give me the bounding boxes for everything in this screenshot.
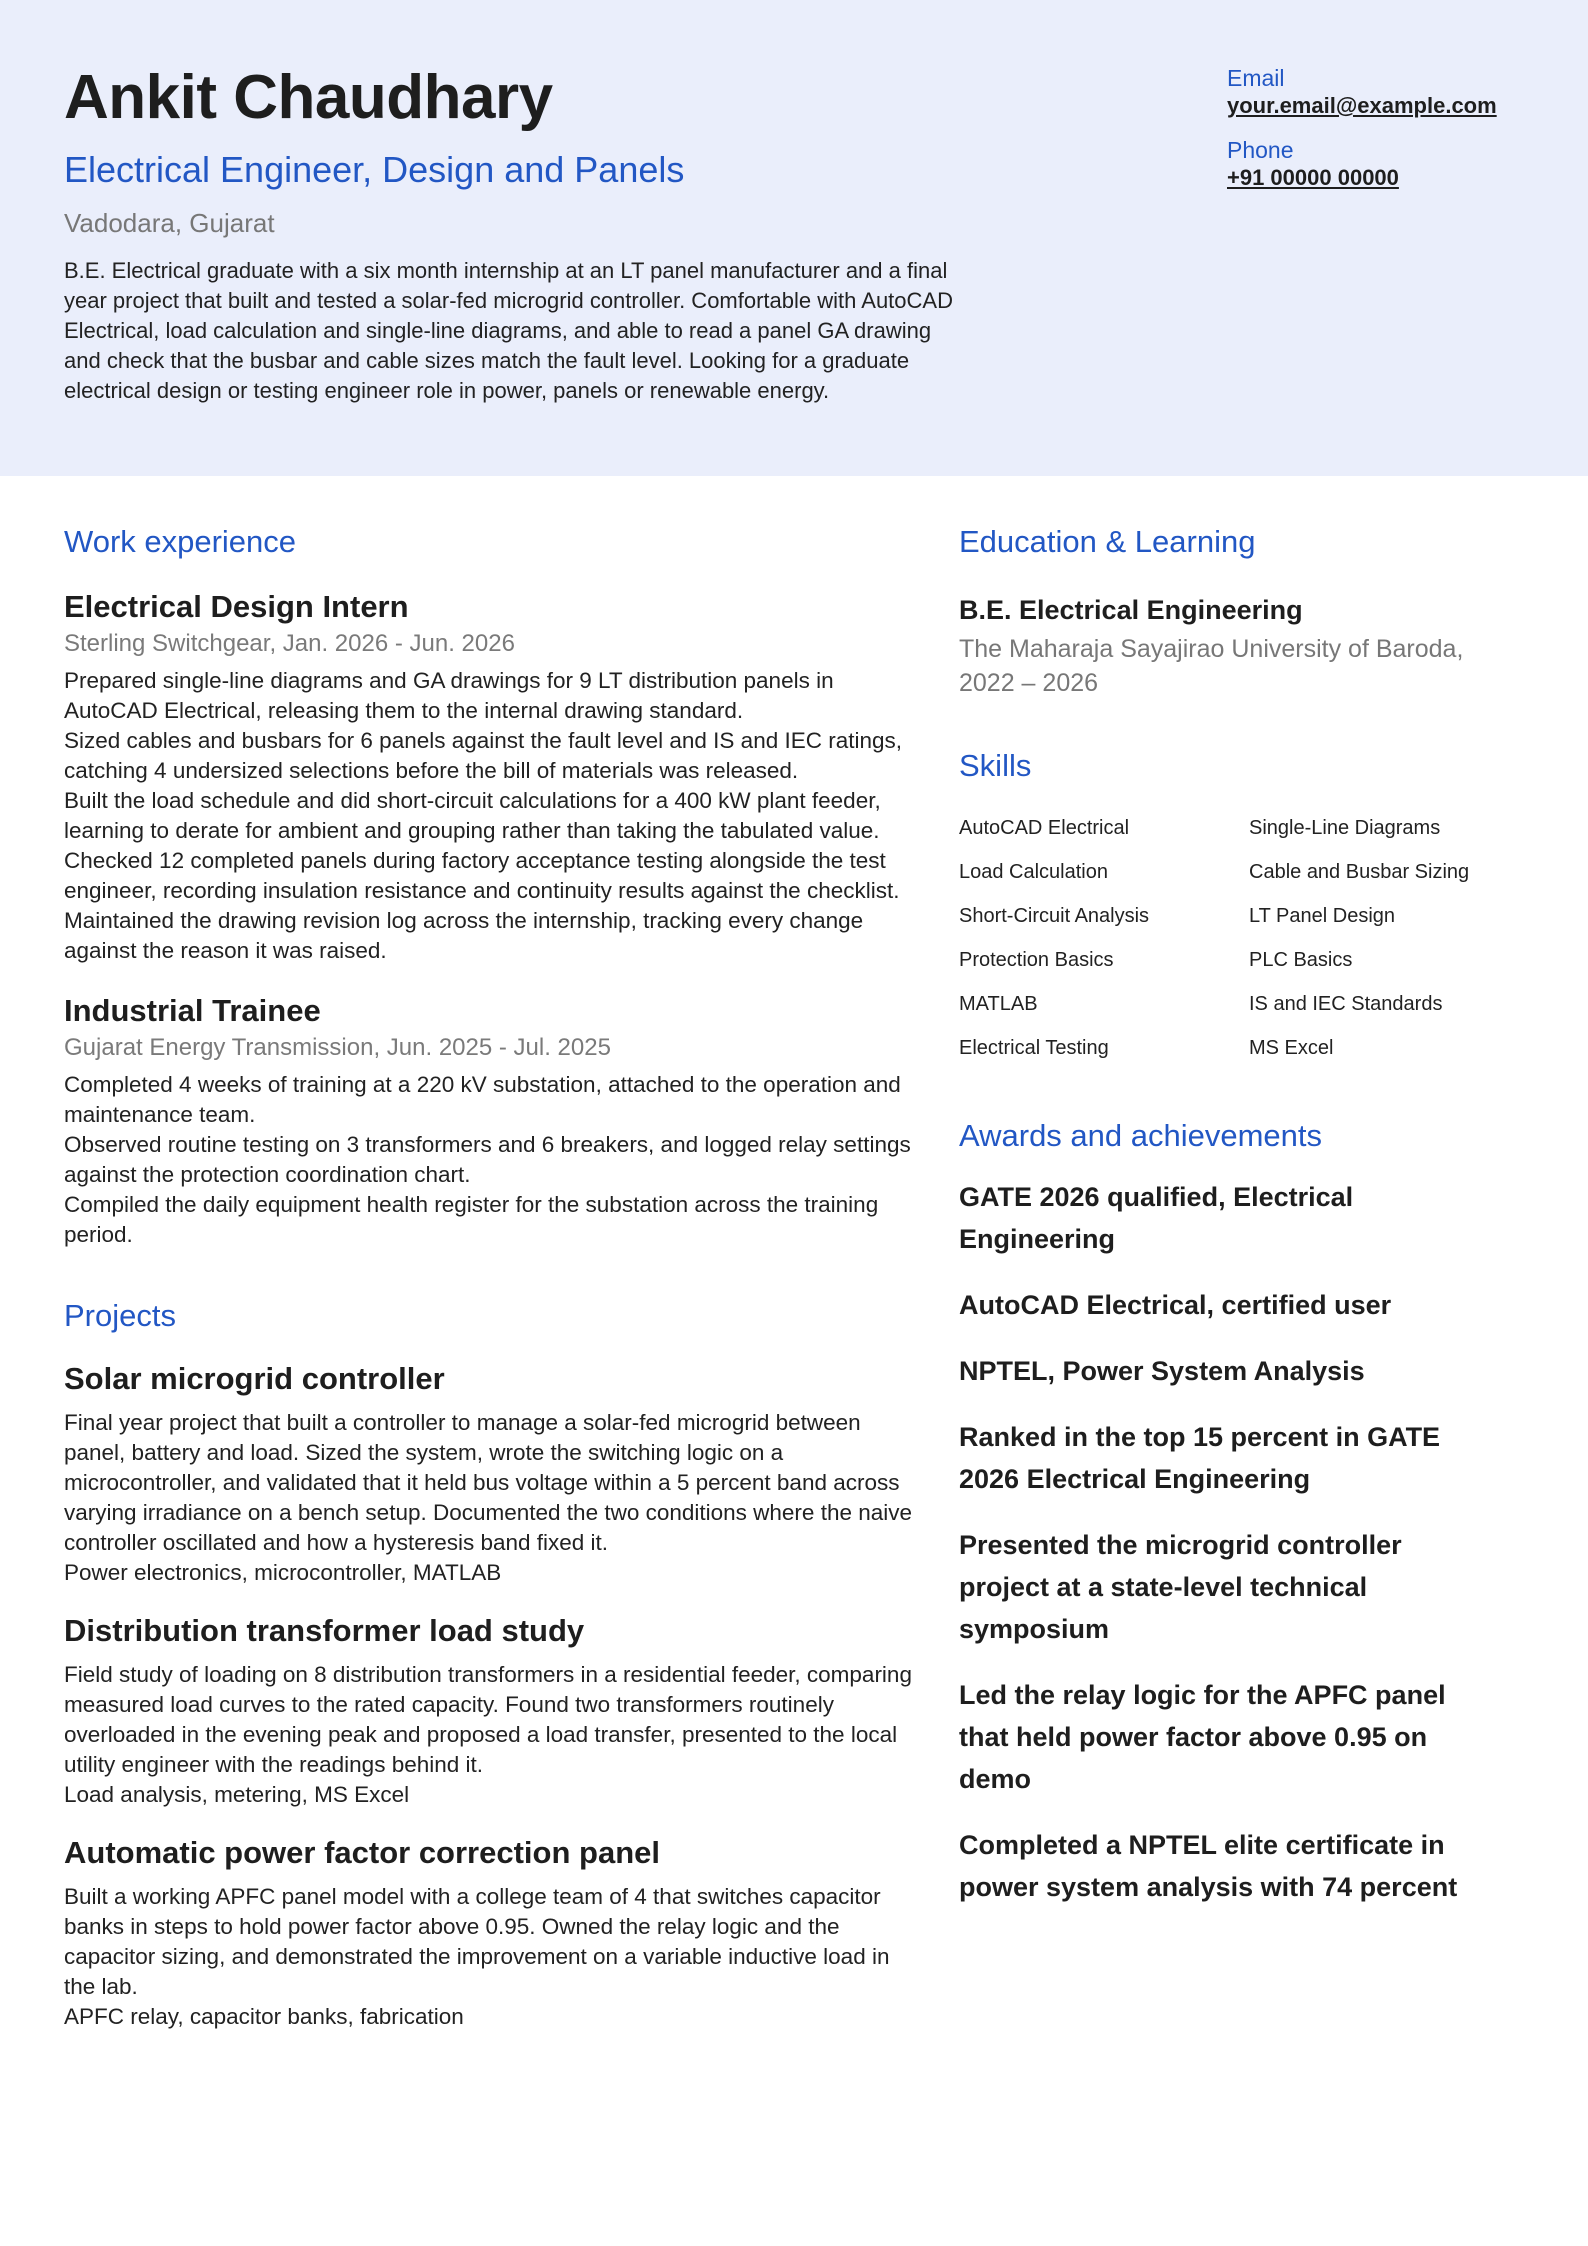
project-title: Solar microgrid controller	[64, 1361, 445, 1396]
education-section-title: Education & Learning	[959, 524, 1256, 559]
job-bullets	[64, 666, 914, 966]
job-bullet: Compiled the daily equipment health register for the substation across the training period.	[64, 1192, 879, 1247]
education-school: The Maharaja Sayajirao University of Baroda, 2022 – 2026	[959, 635, 1464, 697]
job-bullet: Checked 12 completed panels during factory acceptance testing alongside the test engineer, recording insulation resistance and continuity results against the checklist.	[64, 848, 900, 903]
project-tools: Load analysis, metering, MS Excel	[64, 1782, 410, 1807]
skill-item: IS and IEC Standards	[1249, 993, 1443, 1015]
project-title: Automatic power factor correction panel	[64, 1835, 660, 1870]
project-entry	[64, 1612, 914, 1810]
header-left	[64, 58, 964, 406]
project-tools: Power electronics, microcontroller, MATLAB	[64, 1560, 502, 1585]
phone-link[interactable]: +91 00000 00000	[1227, 165, 1399, 190]
project-tools: APFC relay, capacitor banks, fabrication	[64, 2004, 464, 2029]
job-bullet: Prepared single-line diagrams and GA drawings for 9 LT distribution panels in AutoCAD Electrical, releasing them to the internal drawing standard.	[64, 668, 834, 723]
job-meta: Gujarat Energy Transmission, Jun. 2025 - Jul. 2025	[64, 1034, 611, 1061]
skill-item: MS Excel	[1249, 1037, 1334, 1059]
skill-item: Electrical Testing	[959, 1037, 1109, 1059]
project-description: Final year project that built a controller to manage a solar-fed microgrid between panel, battery and load. Sized the system, wrote the switching logic on a microcontroller, and validated that it held bus voltage within a 5 percent band across varying irradiance on a bench setup. Documented the two conditions where the naive controller oscillated and how a hysteresis band fixed it.	[64, 1410, 913, 1555]
job-bullet: Built the load schedule and did short-circuit calculations for a 400 kW plant feeder, learning to derate for ambient and grouping rather than taking the tabulated value.	[64, 788, 881, 843]
skill-item: PLC Basics	[1249, 949, 1353, 971]
award-item: AutoCAD Electrical, certified user	[959, 1290, 1392, 1320]
job-bullet: Maintained the drawing revision log across the internship, tracking every change against the reason it was raised.	[64, 908, 864, 963]
project-body	[64, 1660, 914, 1810]
job-bullet: Sized cables and busbars for 6 panels against the fault level and IS and IEC ratings, catching 4 undersized selections before the bill of materials was released.	[64, 728, 903, 783]
contact-block	[1227, 64, 1567, 208]
project-description: Field study of loading on 8 distribution transformers in a residential feeder, comparing measured load curves to the rated capacity. Found two transformers routinely overloaded in the evening peak and proposed a load transfer, presented to the local utility engineer with the readings behind it.	[64, 1662, 912, 1777]
education-degree: B.E. Electrical Engineering	[959, 595, 1303, 625]
header-band	[0, 0, 1588, 476]
skill-item: MATLAB	[959, 993, 1038, 1015]
award-item: Completed a NPTEL elite certificate in power system analysis with 74 percent	[959, 1830, 1458, 1902]
left-column	[64, 522, 914, 2032]
project-title: Distribution transformer load study	[64, 1613, 585, 1648]
job-bullet: Observed routine testing on 3 transformers and 6 breakers, and logged relay settings against the protection coordination chart.	[64, 1132, 911, 1187]
job-bullets	[64, 1070, 914, 1250]
awards-list	[959, 1176, 1519, 1908]
job-meta: Sterling Switchgear, Jan. 2026 - Jun. 2026	[64, 630, 515, 657]
project-entry	[64, 1360, 914, 1588]
skills-grid	[959, 806, 1519, 1070]
job-entry	[64, 588, 914, 966]
project-body	[64, 1882, 914, 2032]
award-item: Presented the microgrid controller project at a state-level technical symposium	[959, 1530, 1402, 1644]
profile-summary: B.E. Electrical graduate with a six month internship at an LT panel manufacturer and a final year project that built and tested a solar-fed microgrid controller. Comfortable with AutoCAD Electrical, load calculation and single-line diagrams, and able to read a panel GA drawing and check that the busbar and cable sizes match the fault level. Looking for a graduate electrical design or testing engineer role in power, panels or renewable energy.	[64, 258, 953, 403]
skill-item: Short-Circuit Analysis	[959, 905, 1150, 927]
award-item: GATE 2026 qualified, Electrical Engineering	[959, 1182, 1354, 1254]
candidate-location: Vadodara, Gujarat	[64, 208, 275, 238]
skill-item: Protection Basics	[959, 949, 1114, 971]
job-title: Industrial Trainee	[64, 993, 321, 1028]
candidate-role: Electrical Engineer, Design and Panels	[64, 149, 685, 190]
job-entry	[64, 992, 914, 1250]
skills-section-title: Skills	[959, 748, 1032, 783]
award-item: NPTEL, Power System Analysis	[959, 1356, 1365, 1386]
work-section-title: Work experience	[64, 524, 297, 559]
project-description: Built a working APFC panel model with a college team of 4 that switches capacitor banks in steps to hold power factor above 0.95. Owned the relay logic and the capacitor sizing, and demonstrated the improvement on a variable inductive load in the lab.	[64, 1884, 890, 1999]
job-bullet: Completed 4 weeks of training at a 220 kV substation, attached to the operation and maintenance team.	[64, 1072, 901, 1127]
skill-item: Load Calculation	[959, 861, 1108, 883]
skill-item: Single-Line Diagrams	[1249, 817, 1441, 839]
project-entry	[64, 1834, 914, 2032]
award-item: Ranked in the top 15 percent in GATE 2026 Electrical Engineering	[959, 1422, 1441, 1494]
projects-section-title: Projects	[64, 1298, 176, 1333]
project-body	[64, 1408, 914, 1588]
right-column	[959, 522, 1519, 1932]
job-title: Electrical Design Intern	[64, 589, 409, 624]
phone-label: Phone	[1227, 137, 1294, 163]
skill-item: AutoCAD Electrical	[959, 817, 1130, 839]
award-item: Led the relay logic for the APFC panel that held power factor above 0.95 on demo	[959, 1680, 1446, 1794]
awards-section-title: Awards and achievements	[959, 1118, 1323, 1153]
skill-item: LT Panel Design	[1249, 905, 1396, 927]
candidate-name: Ankit Chaudhary	[64, 63, 553, 132]
email-link[interactable]: your.email@example.com	[1227, 93, 1497, 118]
skill-item: Cable and Busbar Sizing	[1249, 861, 1470, 883]
email-label: Email	[1227, 65, 1285, 91]
